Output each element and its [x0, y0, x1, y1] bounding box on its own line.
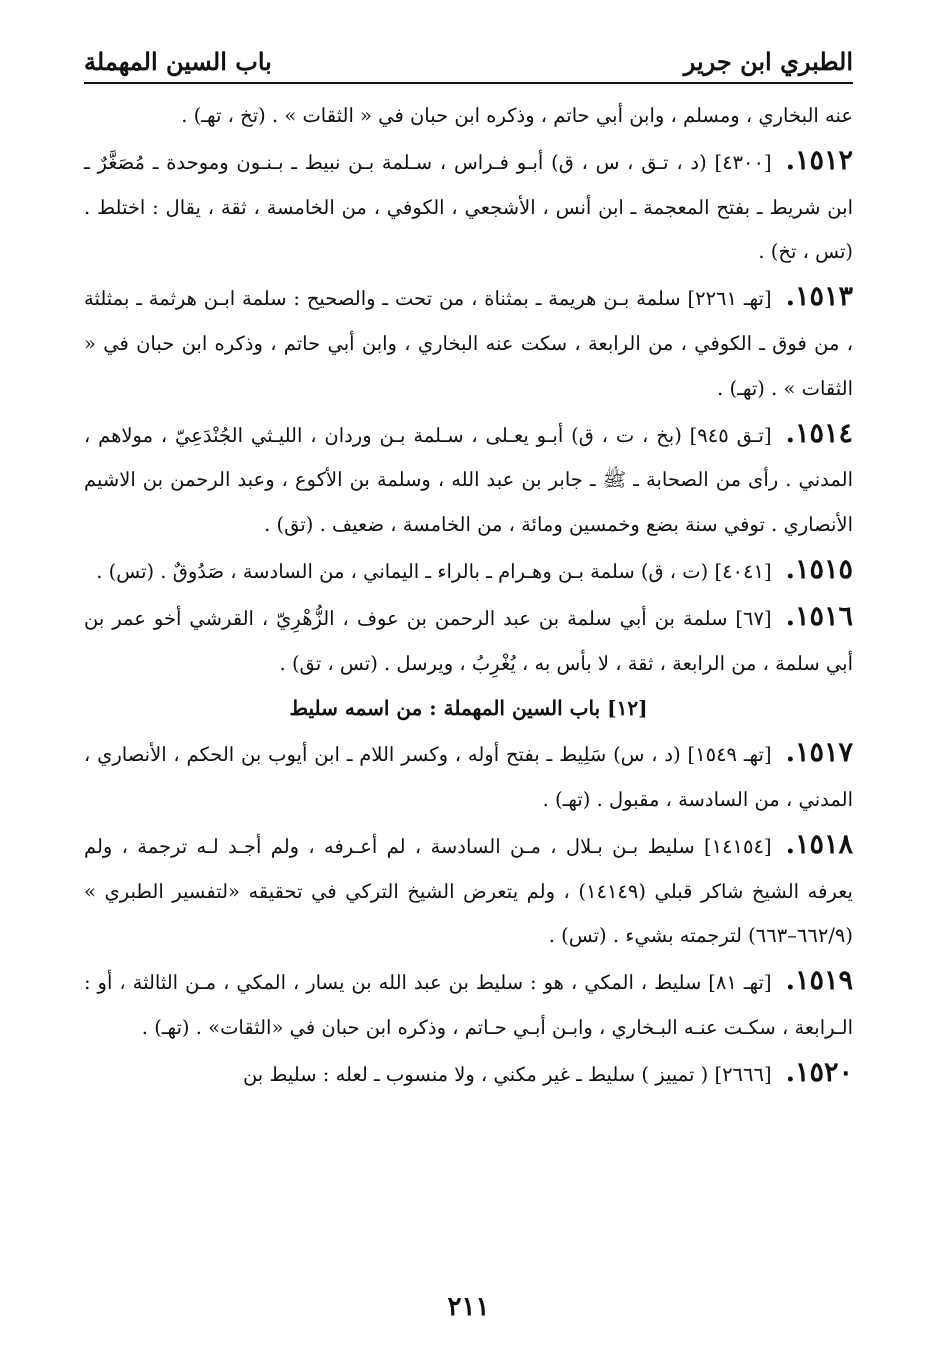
entry-number: ١٥١٥.: [785, 553, 853, 585]
entry-text: [١٤١٥٤] سليط بـن بـلال ، مـن السادسة ، لم أعـرفه ، ولم أجـد لـه ترجمة ، ولم يعرفه الشيخ شاكر قبلي (١٤١٤٩) ، ولم يتعرض الشيخ التركي في تحقيقه «لتفسير الطبري » (٦٦٢/٩–٦٦٣) لترجمته بشيء . (تس) .: [84, 834, 853, 948]
entry-1513: [84, 275, 853, 411]
entry-text: [تهـ ٢٢٦١] سلمة بـن هريمة ـ بمثناة ، من تحت ـ والصحيح : سلمة ابـن هرثمة ـ بمثلثة ، من فوق ـ الكوفي ، من الرابعة ، سكت عنه البخاري ، وابن أبي حاتم ، وذكره ابن حبان في « الثقات » . (تهـ) .: [84, 287, 853, 400]
entry-number: ١٥١٨.: [785, 828, 853, 860]
entry-1515: [84, 548, 853, 595]
entry-text: [تهـ ١٥٤٩] (د ، س) سَلِيط ـ بفتح أوله ، وكسر اللام ـ ابن أيوب بن الحكم ، الأنصاري ، المدني ، من السادسة ، مقبول . (تهـ) .: [84, 743, 853, 811]
entry-text: [٤٣٠٠] (د ، تـق ، س ، ق) أبـو فـراس ، سـلمة بـن نبيط ـ بـنـون وموحدة ـ مُصَغَّرٌ ـ ابن شريط ـ بفتح المعجمة ـ ابن أنس ، الأشجعي ، الكوفي ، من الخامسة ، ثقة ، يقال : اختلط . (تس ، تخ) .: [84, 150, 853, 264]
entry-number: ١٥١٢.: [785, 144, 853, 176]
entry-1520: [84, 1051, 853, 1098]
entry-number: ١٥٢٠.: [785, 1056, 853, 1088]
entry-number: ١٥١٦.: [785, 600, 853, 632]
entry-number: ١٥١٣.: [785, 281, 853, 313]
entry-1517: [84, 731, 853, 823]
entry-1514: [84, 412, 853, 548]
entry-text: [تهـ ٨١] سليط ، المكي ، هو : سليط بن عبد الله بن يسار ، المكي ، مـن الثالثة ، أو : الـرابعة ، سكـت عنـه البـخاري ، وابـن أبـي حـاتم ، وذكره ابن حبان في «الثقات» . (تهـ) .: [84, 971, 853, 1039]
entry-text: [تـق ٩٤٥] (بخ ، ت ، ق) أبـو يعـلى ، سـلمة بـن وردان ، الليـثي الجُنْدَعِيّ ، مولاهم ، المدني . رأى من الصحابة ـ ﷺ ـ جابر بن عبد الله ، وسلمة بن الأكوع ، وعبد الرحمن بن الاشيم الأنصاري . توفي سنة بضع وخمسين ومائة ، من الخامسة ، ضعيف . (تق) .: [84, 423, 853, 537]
page-header: [84, 28, 853, 84]
header-chapter-title: باب السين المهملة: [84, 47, 272, 76]
continuation-text: عنه البخاري ، ومسلم ، وابن أبي حاتم ، وذكره ابن حبان في « الثقات » . (تخ ، تهـ) .: [181, 104, 853, 127]
entry-1512: [84, 139, 853, 275]
entry-text: [٦٧] سلمة بن أبي سلمة بن عبد الرحمن بن عوف ، الزُّهْرِيّ ، القرشي أخو عمر بن أبي سلمة ، من الرابعة ، ثقة ، لا بأس به ، يُغْرِبُ ، ويرسل . (تس ، تق) .: [84, 606, 853, 675]
page-number: ٢١١: [447, 1292, 490, 1322]
entry-number: ١٥١٤.: [785, 417, 853, 449]
section-heading: [١٢] باب السين المهملة : من اسمه سليط: [289, 696, 648, 721]
page-body: [84, 94, 853, 1098]
entry-number: ١٥١٧.: [785, 737, 854, 769]
entry-text: [٢٦٦٦] ( تمييز ) سليط ـ غير مكني ، ولا منسوب ـ لعله : سليط بن: [242, 1062, 772, 1086]
entry-number: ١٥١٩.: [785, 965, 853, 997]
entry-text: [٤٠٤١] (ت ، ق) سلمة بـن وهـرام ـ بالراء ـ اليماني ، من السادسة ، صَدُوقٌ . (تس) .: [96, 559, 772, 583]
entry-1519: [84, 959, 853, 1051]
entry-1518: [84, 823, 853, 959]
header-book-title: الطبري ابن جرير: [683, 47, 853, 76]
entry-1516: [84, 595, 853, 687]
